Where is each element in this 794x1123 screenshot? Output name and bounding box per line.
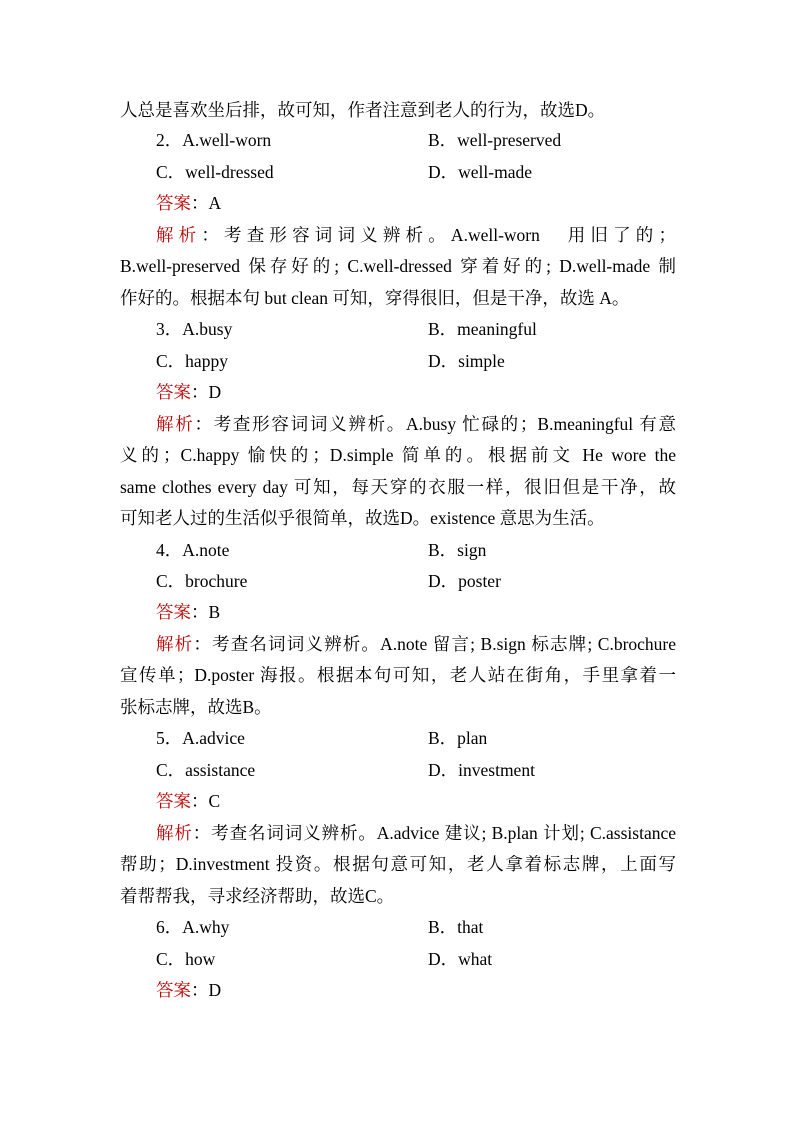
option-c: C．well-dressed [156, 162, 274, 182]
option-a: 5．A.advice [156, 728, 245, 748]
explanation-line: 义的；C.happy 愉快的；D.simple 简单的。根据前文 He wore the [120, 445, 676, 465]
answer-value: ：A [191, 193, 222, 213]
explanation-line: 宣传单；D.poster 海报。根据本句可知，老人站在街角，手里拿着一 [120, 665, 676, 685]
text-line: 人总是喜欢坐后排，故可知，作者注意到老人的行为，故选D。 [120, 100, 606, 120]
option-a: 4．A.note [156, 540, 230, 560]
answer-line [156, 788, 220, 814]
option-b: B．that [428, 917, 484, 937]
option-a: 6．A.why [156, 917, 230, 937]
explanation-line: 解析：考查名词词义辨析。A.advice 建议; B.plan 计划; C.assistance [156, 823, 676, 843]
answer-value: ：D [191, 382, 222, 402]
explanation-line: 解析：考查名词词义辨析。A.note 留言; B.sign 标志牌; C.brochure [156, 634, 676, 654]
option-c: C．brochure [156, 571, 248, 591]
option-d: D．what [428, 949, 493, 969]
option-b: B．well-preserved [428, 130, 562, 150]
answer-line [156, 977, 221, 1003]
answer-label: 答案 [156, 980, 191, 1000]
answer-label: 答案 [156, 193, 191, 213]
answer-value: ：D [191, 980, 222, 1000]
explanation-line: same clothes every day 可知，每天穿的衣服一样，很旧但是干净，故 [120, 477, 676, 497]
explanation-line: 张标志牌，故选B。 [120, 697, 272, 717]
answer-value: ：C [191, 791, 221, 811]
answer-value: ：B [191, 602, 221, 622]
answer-label: 答案 [156, 382, 191, 402]
explanation-line: 解析：考查形容词词义辨析。A.busy 忙碌的；B.meaningful 有意 [156, 414, 676, 434]
answer-label: 答案 [156, 602, 191, 622]
answer-label: 答案 [156, 791, 191, 811]
option-c: C．how [156, 949, 216, 969]
answer-line [156, 379, 221, 405]
explanation-line: 帮助；D.investment 投资。根据句意可知，老人拿着标志牌，上面写 [120, 854, 676, 874]
answer-line [156, 599, 220, 625]
option-d: D．investment [428, 760, 535, 780]
explanation-label: 解析 [156, 414, 195, 434]
option-a: 2．A.well-worn [156, 130, 272, 150]
explanation-label: 解析 [156, 634, 194, 654]
explanation-line: 解析：考查形容词词义辨析。A.well-worn 用旧了的； [156, 225, 676, 245]
option-d: D．simple [428, 351, 505, 371]
explanation-label: 解析 [156, 823, 193, 843]
answer-line [156, 190, 221, 216]
option-d: D．poster [428, 571, 501, 591]
explanation-label: 解析 [156, 225, 202, 245]
explanation-line: 着帮帮我，寻求经济帮助，故选C。 [120, 886, 395, 906]
option-d: D．well-made [428, 162, 532, 182]
option-b: B．sign [428, 540, 487, 560]
option-c: C．happy [156, 351, 228, 371]
explanation-line: B.well-preserved 保存好的; C.well-dressed 穿着好的; D.well-made 制 [120, 256, 676, 276]
explanation-line: 作好的。根据本句 but clean 可知，穿得很旧，但是干净，故选 A。 [120, 288, 630, 308]
option-a: 3．A.busy [156, 319, 233, 339]
option-c: C．assistance [156, 760, 256, 780]
option-b: B．meaningful [428, 319, 537, 339]
option-b: B．plan [428, 728, 488, 748]
explanation-line: 可知老人过的生活似乎很简单，故选D。existence 意思为生活。 [120, 508, 605, 528]
